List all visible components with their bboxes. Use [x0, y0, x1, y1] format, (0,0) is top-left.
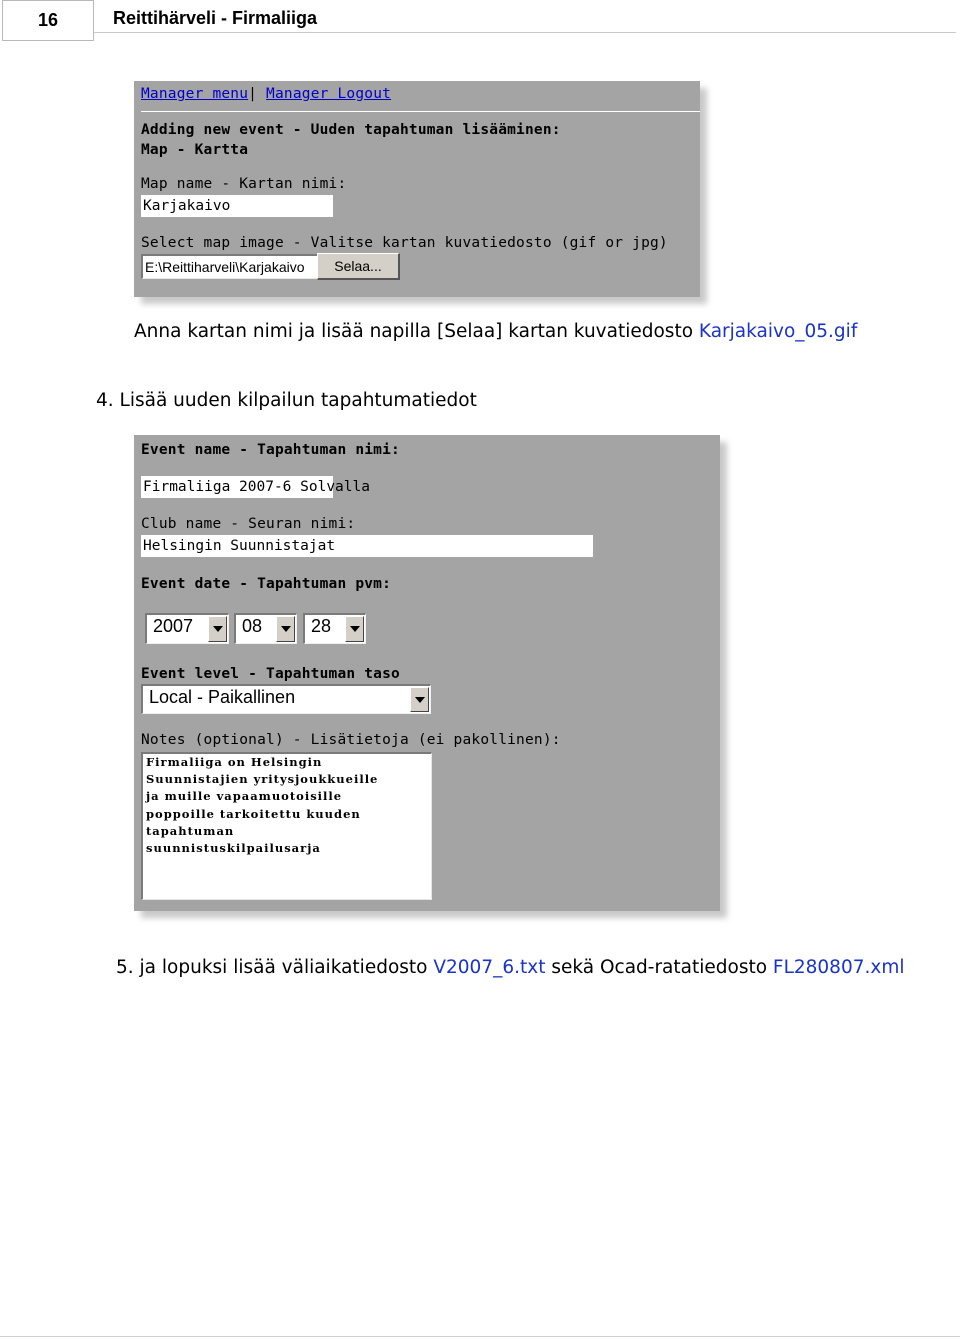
notes-line: tapahtuman: [146, 823, 235, 838]
caption-map-upload: [134, 321, 857, 342]
link-separator: |: [248, 86, 258, 102]
date-month-value: 08: [242, 616, 263, 636]
notes-line: poppoille tarkoitettu kuuden: [146, 806, 361, 821]
manager-links: [141, 86, 391, 102]
event-date-label: Event date - Tapahtuman pvm:: [141, 576, 392, 592]
step-4-heading: 4. Lisää uuden kilpailun tapahtumatiedot: [96, 390, 477, 411]
event-level-value: Local - Paikallinen: [149, 687, 296, 707]
date-day-value: 28: [311, 616, 332, 636]
chevron-down-icon[interactable]: [410, 687, 429, 712]
caption-text: Anna kartan nimi ja lisää napilla [Selaa] kartan kuvatiedosto: [134, 321, 699, 342]
date-day-select[interactable]: [303, 613, 366, 644]
date-month-select[interactable]: [234, 613, 297, 644]
footer-rule: [0, 1336, 960, 1337]
map-name-input[interactable]: Karjakaivo: [141, 195, 333, 217]
add-event-heading: Adding new event - Uuden tapahtuman lisääminen:: [141, 122, 561, 138]
event-name-input[interactable]: Firmaliiga 2007-6 Solvalla: [141, 476, 333, 498]
page-number: 16: [2, 0, 94, 41]
date-year-value: 2007: [153, 616, 194, 636]
event-name-label: Event name - Tapahtuman nimi:: [141, 442, 400, 458]
panel-divider: [141, 111, 700, 112]
ocad-file-name: FL280807.xml: [772, 957, 905, 978]
chevron-down-icon[interactable]: [345, 616, 364, 642]
event-level-label: Event level - Tapahtuman taso: [141, 666, 400, 682]
map-file-name: Karjakaivo_05.gif: [698, 321, 858, 342]
notes-textarea[interactable]: [141, 752, 432, 900]
notes-line: ja muille vapaamuotoisille: [146, 789, 343, 804]
map-name-label: Map name - Kartan nimi:: [141, 176, 347, 192]
step-5-text: [116, 957, 904, 978]
header-rule: [94, 32, 956, 33]
chevron-down-icon[interactable]: [276, 616, 295, 642]
manager-menu-link[interactable]: Manager menu: [141, 86, 249, 102]
map-section-heading: Map - Kartta: [141, 142, 249, 158]
map-upload-panel: [134, 81, 700, 297]
date-year-select[interactable]: [145, 613, 229, 644]
map-file-input[interactable]: E:\Reittiharveli\Karjakaivo: [141, 254, 318, 279]
event-level-select[interactable]: [141, 684, 431, 714]
club-name-label: Club name - Seuran nimi:: [141, 516, 356, 532]
step-5-text-b: sekä Ocad-ratatiedosto: [545, 957, 773, 978]
chevron-down-icon[interactable]: [208, 616, 227, 642]
notes-line: suunnistuskilpailusarja: [146, 841, 321, 856]
browse-button[interactable]: Selaa...: [317, 253, 400, 280]
step-5-text-a: 5. ja lopuksi lisää väliaikatiedosto: [116, 957, 434, 978]
manager-logout-link[interactable]: Manager Logout: [266, 86, 392, 102]
notes-label: Notes (optional) - Lisätietoja (ei pakollinen):: [141, 732, 561, 748]
split-times-file-name: V2007_6.txt: [433, 957, 546, 978]
notes-line: Firmaliiga on Helsingin: [146, 755, 323, 769]
club-name-input[interactable]: Helsingin Suunnistajat: [141, 535, 593, 557]
event-details-panel: [134, 435, 720, 911]
select-map-image-label: Select map image - Valitse kartan kuvatiedosto (gif or jpg): [141, 235, 668, 251]
page-header-title: Reittihärveli - Firmaliiga: [113, 8, 318, 28]
notes-line: Suunnistajien yritysjoukkueille: [146, 772, 379, 787]
